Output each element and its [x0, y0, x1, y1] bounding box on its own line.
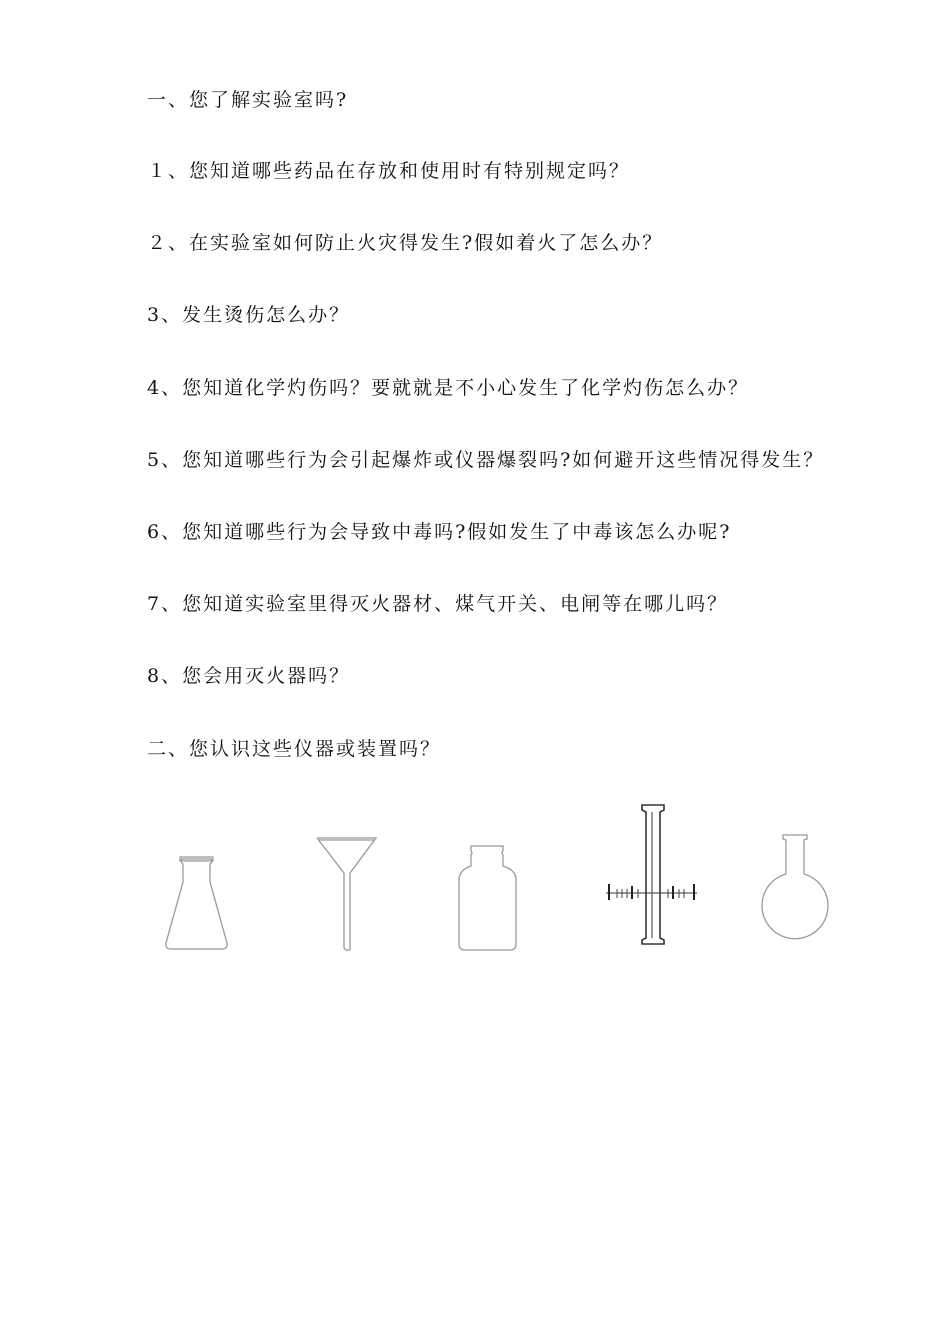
question-8: 8、您会用灭火器吗？	[147, 665, 351, 687]
question-2: ２、在实验室如何防止火灾得发生?假如着火了怎么办？	[147, 232, 664, 254]
funnel-icon	[317, 838, 376, 950]
question-3: 3、发生烫伤怎么办？	[147, 304, 351, 326]
question-5: 5、您知道哪些行为会引起爆炸或仪器爆裂吗?如何避开这些情况得发生？	[147, 449, 825, 471]
reagent-bottle-icon	[459, 846, 516, 950]
section-2-heading: 二、您认识这些仪器或装置吗？	[147, 738, 442, 760]
section-1-heading: 一、您了解实验室吗?	[147, 89, 349, 111]
question-6: 6、您知道哪些行为会导致中毒吗?假如发生了中毒该怎么办呢?	[147, 521, 732, 543]
erlenmeyer-flask-icon	[166, 857, 227, 949]
graduated-cylinder-icon	[606, 805, 697, 944]
question-7: 7、您知道实验室里得灭火器材、煤气开关、电闸等在哪儿吗？	[147, 593, 729, 615]
round-bottom-flask-icon	[762, 835, 828, 939]
question-1: １、您知道哪些药品在存放和使用时有特别规定吗？	[147, 160, 631, 182]
question-4: 4、您知道化学灼伤吗？要就就是不小心发生了化学灼伤怎么办？	[147, 377, 750, 399]
